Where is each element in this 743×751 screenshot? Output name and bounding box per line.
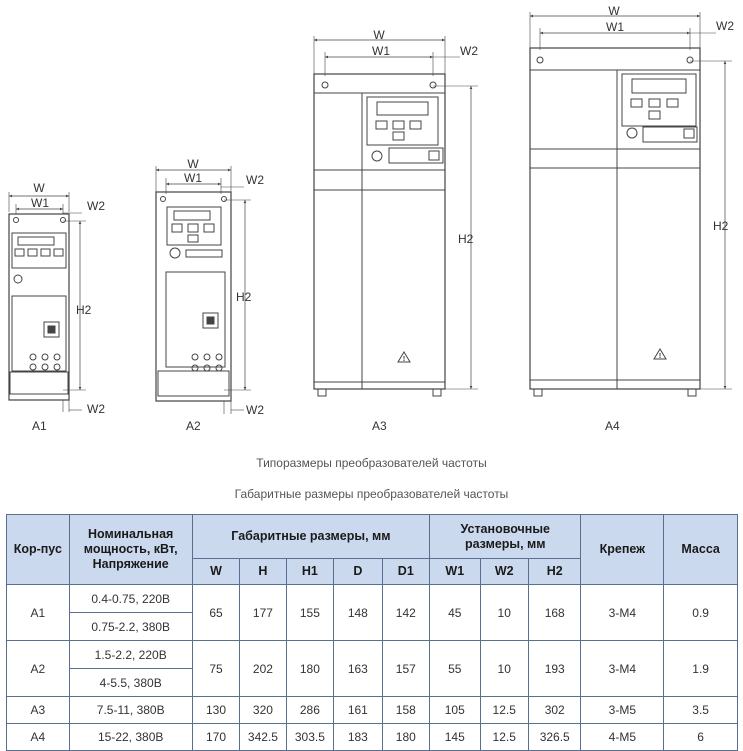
a2-h2-label: H2 [236,290,252,304]
table-row-a3 [7,697,738,724]
cell-power: 0.4-0.75, 220В [69,585,192,613]
cell-frame: A4 [7,724,70,751]
cell-h: 202 [240,641,286,697]
cell-h2: 326.5 [528,724,581,751]
a1-w1-label: W1 [31,196,49,210]
table-row-a4 [7,724,738,751]
a4-w1-label: W1 [606,20,624,34]
a1-frame-label: A1 [32,419,47,433]
cell-w1: 55 [430,641,480,697]
caption-frame-types: Типоразмеры преобразователей частоты [256,456,487,470]
cell-w2: 10 [480,641,528,697]
a1-w2-top-label: W2 [87,199,105,213]
drawing-a1 [9,192,86,412]
cell-mass: 3.5 [664,697,738,724]
header-h: H [240,559,286,585]
cell-frame: A3 [7,697,70,724]
header-mass: Масса [664,515,738,585]
header-h2: H2 [528,559,581,585]
a1-w2-bottom-label: W2 [87,402,105,416]
header-d: D [334,559,382,585]
cell-fastening: 3-М4 [581,641,664,697]
drawing-a4 [530,12,732,396]
a2-w-label: W [187,157,199,171]
a4-warning-icon: ! [658,353,662,360]
header-d1: D1 [382,559,429,585]
cell-h1: 155 [286,585,333,641]
cell-w: 65 [192,585,239,641]
cell-power: 4-5.5, 380В [69,669,192,697]
a2-w2-top-label: W2 [246,173,264,187]
cell-power: 7.5-11, 380В [69,697,192,724]
a1-h2-label: H2 [76,303,92,317]
cell-d1: 158 [382,697,429,724]
cell-w1: 45 [430,585,480,641]
cell-d1: 180 [382,724,429,751]
cell-d: 163 [334,641,382,697]
cell-fastening: 3-М5 [581,697,664,724]
dimensions-table [6,514,738,751]
cell-w1: 105 [430,697,480,724]
cell-power: 1.5-2.2, 220В [69,641,192,669]
drawing-a3 [314,36,478,396]
cell-h: 342.5 [240,724,286,751]
cell-frame: A2 [7,641,70,697]
a2-w1-label: W1 [184,171,202,185]
cell-frame: A1 [7,585,70,641]
header-mounting: Установочные размеры, мм [430,515,581,559]
cell-fastening: 3-М4 [581,585,664,641]
table-row-a2 [7,641,738,669]
a3-w1-label: W1 [372,44,390,58]
cell-h: 320 [240,697,286,724]
header-w: W [192,559,239,585]
cell-mass: 6 [664,724,738,751]
caption-dimensions: Габаритные размеры преобразователей частоты [234,487,509,501]
a4-frame-label: A4 [605,419,620,433]
cell-d: 183 [334,724,382,751]
a4-h2-label: H2 [713,219,729,233]
cell-h1: 286 [286,697,333,724]
cell-h2: 168 [528,585,581,641]
header-h1: H1 [286,559,333,585]
a2-frame-label: A2 [186,419,201,433]
cell-d1: 157 [382,641,429,697]
a3-warning-icon: ! [402,356,406,363]
header-w2: W2 [480,559,528,585]
header-frame: Кор-пус [7,515,70,585]
cell-mass: 1.9 [664,641,738,697]
header-power: Номинальная мощность, кВт, Напряжение [69,515,192,585]
a1-w-label: W [33,181,45,195]
header-w1: W1 [430,559,480,585]
cell-d: 161 [334,697,382,724]
cell-w: 170 [192,724,239,751]
header-overall: Габаритные размеры, мм [192,515,429,559]
cell-fastening: 4-М5 [581,724,664,751]
a4-w-label: W [608,4,620,18]
cell-mass: 0.9 [664,585,738,641]
cell-power: 15-22, 380В [69,724,192,751]
cell-w1: 145 [430,724,480,751]
table-row-a1 [7,585,738,613]
a3-w2-label: W2 [460,44,478,58]
a4-w2-label: W2 [716,19,734,33]
cell-d: 148 [334,585,382,641]
cell-h2: 193 [528,641,581,697]
cell-w: 130 [192,697,239,724]
cell-w: 75 [192,641,239,697]
cell-w2: 12.5 [480,724,528,751]
cell-h2: 302 [528,697,581,724]
cell-power: 0.75-2.2, 380В [69,613,192,641]
a2-w2-bottom-label: W2 [246,403,264,417]
a3-w-label: W [373,28,385,42]
a3-frame-label: A3 [372,419,387,433]
cell-w2: 12.5 [480,697,528,724]
cell-h1: 180 [286,641,333,697]
cell-h: 177 [240,585,286,641]
cell-h1: 303.5 [286,724,333,751]
a3-h2-label: H2 [458,232,474,246]
header-fastening: Крепеж [581,515,664,585]
cell-d1: 142 [382,585,429,641]
cell-w2: 10 [480,585,528,641]
